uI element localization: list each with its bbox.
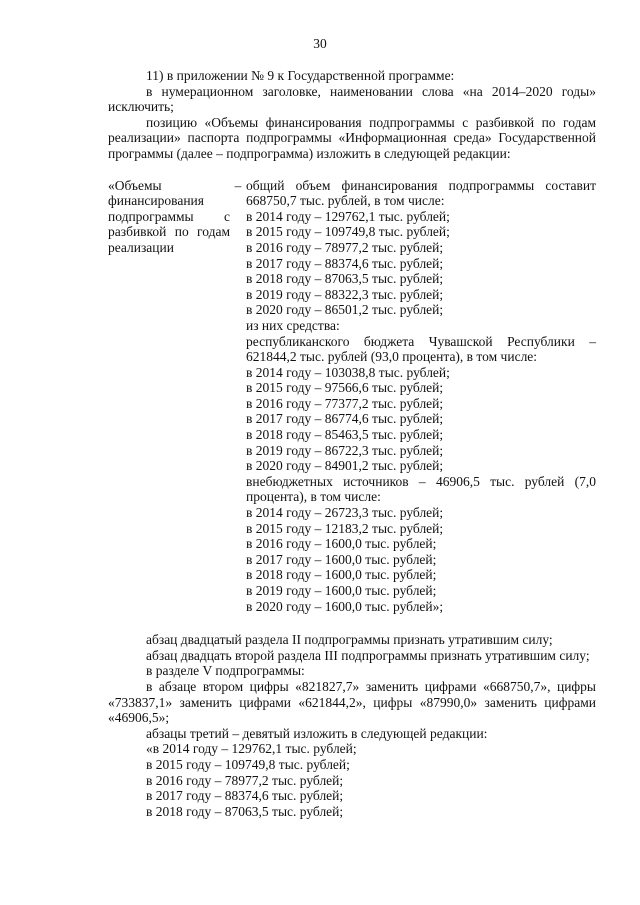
table-line: в 2017 году – 1600,0 тыс. рублей; <box>246 551 437 567</box>
table-line: в 2014 году – 129762,1 тыс. рублей; <box>246 208 450 224</box>
table-line: в 2019 году – 86722,3 тыс. рублей; <box>246 442 444 458</box>
paragraph: 11) в приложении № 9 к Государственной программе: <box>146 68 455 83</box>
table-line: в 2018 году – 1600,0 тыс. рублей; <box>246 567 437 583</box>
table-line: внебюджетных источников – 46906,5 тыс. рублей (7,0 процента), в том числе: <box>246 473 596 505</box>
table-line: в 2015 году – 12183,2 тыс. рублей; <box>246 520 444 536</box>
table-line: в 2014 году – 103038,8 тыс. рублей; <box>246 364 450 380</box>
document-body <box>108 68 596 819</box>
list-item: в 2016 году – 78977,2 тыс. рублей; <box>146 772 344 788</box>
paragraph: в разделе V подпрограммы: <box>146 663 305 679</box>
paragraph: абзац двадцатый раздела II подпрограммы признать утратившим силу; <box>146 632 553 648</box>
table-line: в 2015 году – 109749,8 тыс. рублей; <box>246 224 450 240</box>
funding-table <box>108 178 596 615</box>
table-left-cell: «Объемы финансирования подпрограммы с разбивкой по годам реализации <box>108 177 230 255</box>
table-line: в 2017 году – 88374,6 тыс. рублей; <box>246 255 444 271</box>
table-line: общий объем финансирования подпрограммы составит 668750,7 тыс. рублей, в том числе: <box>246 177 596 209</box>
table-right-cell <box>246 178 596 615</box>
table-line: в 2020 году – 1600,0 тыс. рублей»; <box>246 598 444 614</box>
paragraph: в абзаце втором цифры «821827,7» заменить цифрами «668750,7», цифры «733837,1» заменить цифрами «621844,2», цифры «87990,0» заменить цифрами «46906,5»; <box>108 678 596 726</box>
list-item: в 2017 году – 88374,6 тыс. рублей; <box>146 788 344 804</box>
page-number: 30 <box>313 36 327 51</box>
paragraph: позицию «Объемы финансирования подпрограммы с разбивкой по годам реализации» паспорта подпрограммы «Информационная среда» Государственной программы (далее – подпрограмма) изложить в следующей редакции: <box>108 114 596 161</box>
table-line: в 2018 году – 87063,5 тыс. рублей; <box>246 271 444 287</box>
table-dash: – <box>234 177 242 193</box>
table-line: в 2020 году – 84901,2 тыс. рублей; <box>246 458 444 474</box>
table-line: в 2015 году – 97566,6 тыс. рублей; <box>246 380 444 396</box>
table-line: из них средства: <box>246 317 340 333</box>
list-item: в 2018 году – 87063,5 тыс. рублей; <box>146 803 344 819</box>
table-line: в 2016 году – 77377,2 тыс. рублей; <box>246 395 444 411</box>
paragraph: абзац двадцать второй раздела III подпрограммы признать утратившим силу; <box>146 647 590 663</box>
table-line: в 2018 году – 85463,5 тыс. рублей; <box>246 427 444 443</box>
list-item: «в 2014 году – 129762,1 тыс. рублей; <box>146 741 357 757</box>
table-line: в 2016 году – 78977,2 тыс. рублей; <box>246 239 444 255</box>
table-line: республиканского бюджета Чувашской Республики – 621844,2 тыс. рублей (93,0 процента), в том числе: <box>246 333 596 365</box>
table-line: в 2019 году – 1600,0 тыс. рублей; <box>246 583 437 598</box>
paragraph: в нумерационном заголовке, наименовании слова «на 2014–2020 годы» исключить; <box>108 83 596 115</box>
list-item: в 2015 году – 109749,8 тыс. рублей; <box>146 756 350 772</box>
table-line: в 2020 году – 86501,2 тыс. рублей; <box>246 302 444 318</box>
table-line: в 2017 году – 86774,6 тыс. рублей; <box>246 411 444 427</box>
paragraph: абзацы третий – девятый изложить в следующей редакции: <box>146 725 488 741</box>
table-line: в 2019 году – 88322,3 тыс. рублей; <box>246 286 444 302</box>
table-line: в 2014 году – 26723,3 тыс. рублей; <box>246 505 444 521</box>
table-line: в 2016 году – 1600,0 тыс. рублей; <box>246 536 437 552</box>
